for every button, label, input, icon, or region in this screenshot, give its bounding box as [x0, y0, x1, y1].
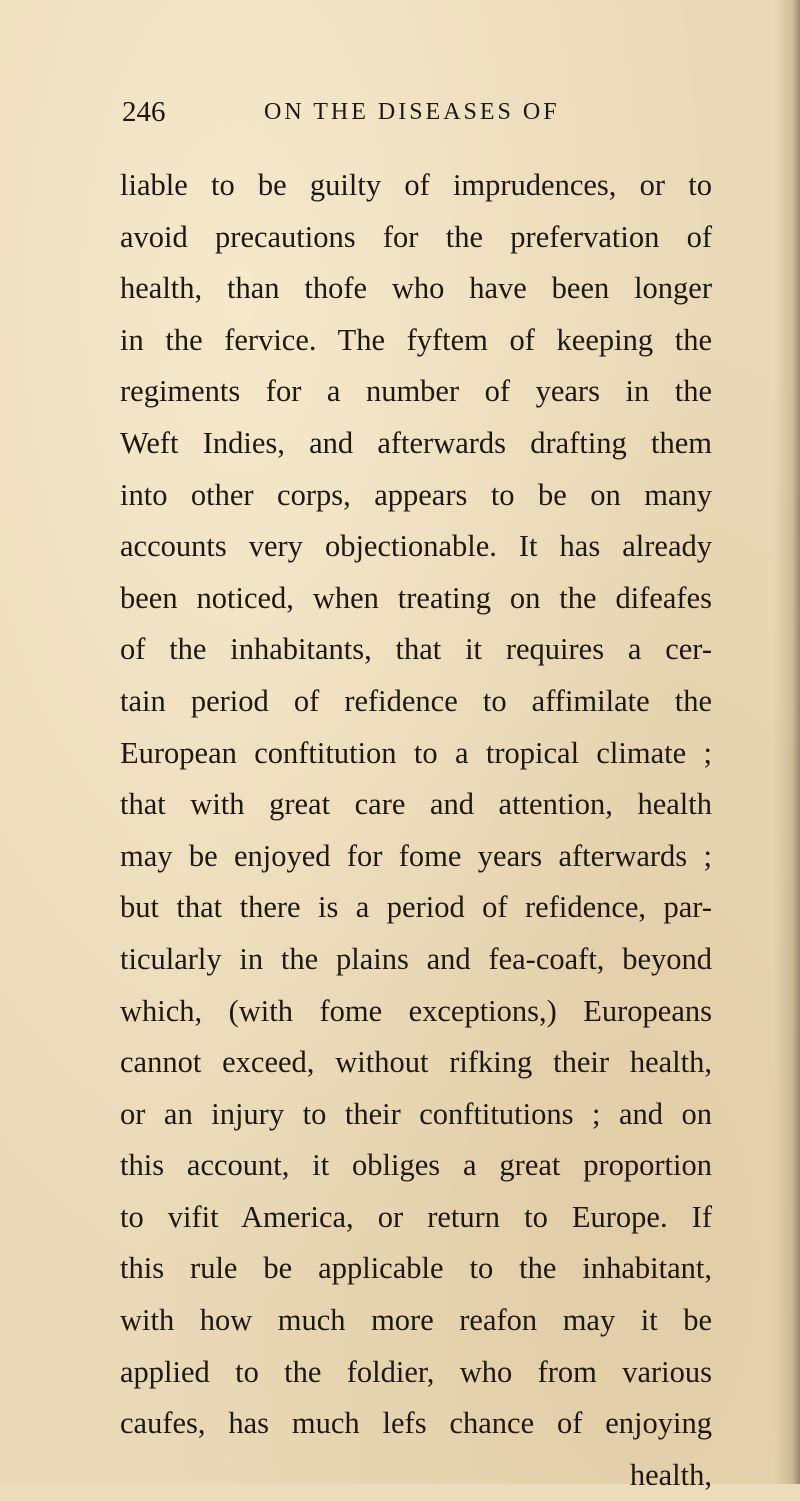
text-line: or an injury to their conftitutions ; and on — [120, 1096, 712, 1131]
text-line: health, than thofe who have been longer — [120, 271, 712, 306]
body-text — [120, 160, 712, 1501]
text-line: liable to be guilty of imprudences, or to — [120, 168, 712, 202]
page-edge-shadow — [774, 0, 800, 1484]
text-line: European conftitution to a tropical climate ; — [120, 735, 712, 770]
text-line: into other corps, appears to be on many — [120, 477, 712, 512]
text-line: to vifit America, or return to Europe. If — [120, 1199, 712, 1234]
text-line: tain period of refidence to affimilate the — [120, 683, 712, 718]
text-line: that with great care and attention, health — [120, 787, 712, 822]
text-line: this account, it obliges a great proportion — [120, 1148, 712, 1183]
page-header — [122, 96, 722, 136]
text-line: cannot exceed, without rifking their health, — [120, 1045, 712, 1080]
text-line: in the fervice. The fyftem of keeping the — [120, 322, 712, 357]
text-line: applied to the foldier, who from various — [120, 1354, 712, 1389]
text-line: may be enjoyed for fome years afterwards ; — [120, 838, 712, 873]
text-line: caufes, has much lefs chance of enjoying — [120, 1406, 712, 1441]
page-number: 246 — [122, 96, 166, 128]
text-line: but that there is a period of refidence, par- — [120, 890, 712, 925]
text-line: accounts very objectionable. It has already — [120, 529, 712, 564]
text-line: ticularly in the plains and fea-coaft, beyond — [120, 941, 712, 976]
text-line: avoid precautions for the prefervation of — [120, 219, 712, 254]
text-line: this rule be applicable to the inhabitant, — [120, 1251, 712, 1286]
text-line: of the inhabitants, that it requires a cer- — [120, 632, 712, 667]
text-line: which, (with fome exceptions,) Europeans — [120, 993, 712, 1028]
running-head: ON THE DISEASES OF — [264, 99, 560, 125]
text-line: Weft Indies, and afterwards drafting them — [120, 425, 712, 460]
text-line: regiments for a number of years in the — [120, 374, 712, 409]
catchword: health, — [629, 1457, 712, 1492]
text-line: been noticed, when treating on the difeafes — [120, 580, 712, 615]
text-line: with how much more reafon may it be — [120, 1303, 712, 1338]
